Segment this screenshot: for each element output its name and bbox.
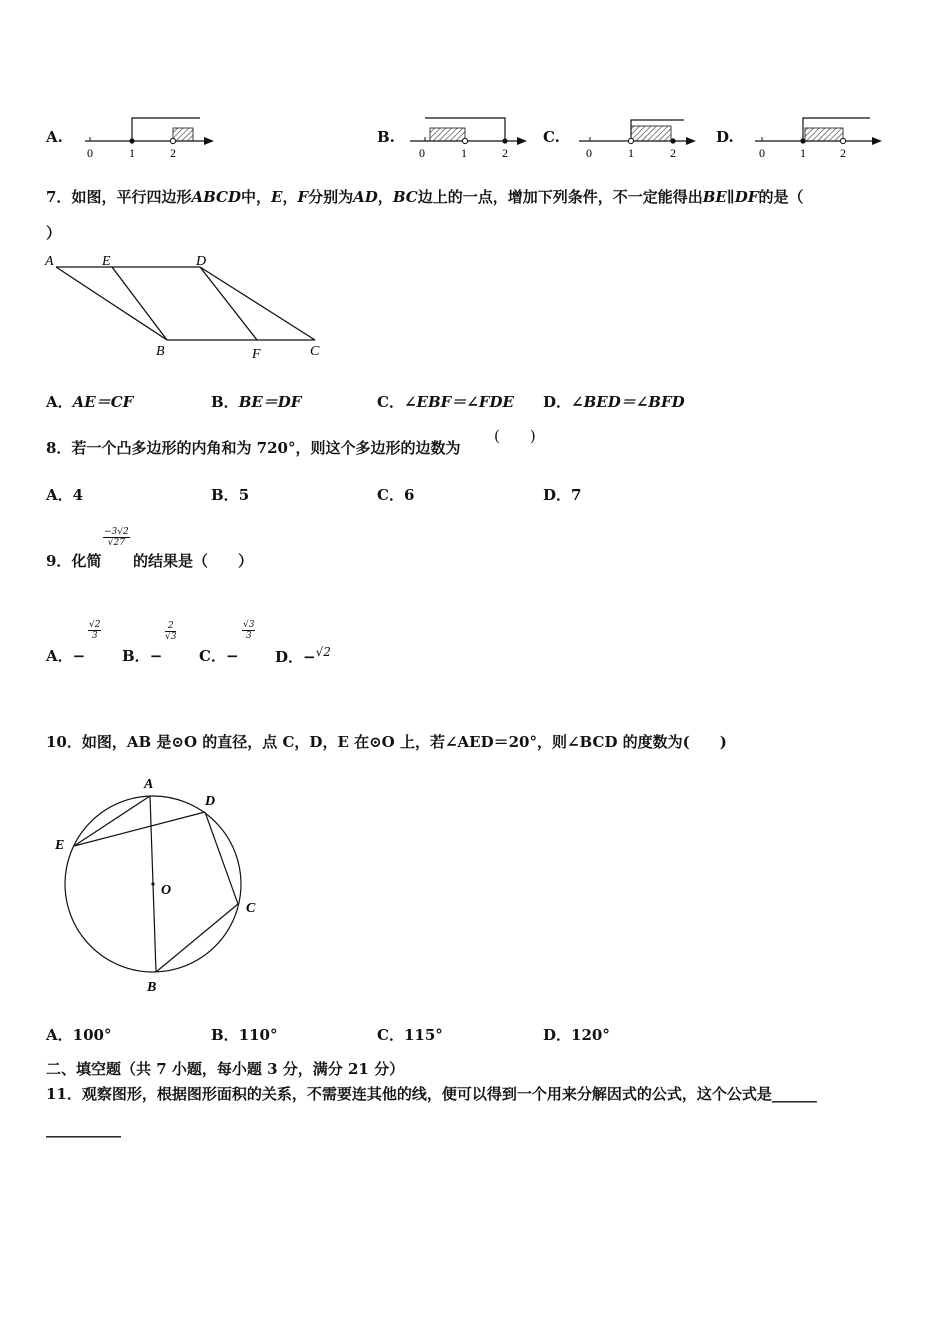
q7-ad: AD [353,188,378,206]
tick-label: 2 [502,146,508,160]
q10-option-c: C．115° [377,1026,443,1044]
q10-option-d: D．120° [543,1026,610,1044]
q7-text: 边上的一点，增加下列条件，不一定能得出 [417,188,703,206]
tick-label: 2 [170,146,176,160]
q10-stem: 10．如图，AB 是⊙O 的直径，点 C，D，E 在⊙O 上，若∠AED＝20°，则∠BCD 的度数为( ) [46,733,727,751]
q10-option-b: B．110° [211,1026,278,1044]
q9-expression-fraction: $\frac{-3√2}{√27}$ [104,527,129,548]
q8-stem [46,437,460,458]
q7-e: E [271,188,283,206]
q6-option-d-label: D. [716,128,734,146]
q7-abcd: ABCD [191,188,241,206]
label-b: B [156,344,165,359]
tick-label: 0 [87,146,93,160]
q7-text: 的是（ [758,188,804,206]
q7-option-a: A．AE＝CF [46,393,134,411]
q9-option-b-label: B．− [122,647,163,665]
q11-stem: 11．观察图形，根据图形面积的关系，不需要连其他的线，便可以得到一个用来分解因式的公式，这个公式是______ [46,1085,817,1103]
q8-option-a: A．4 [46,486,84,504]
q8-paren: ( ) [494,427,536,445]
q7-text: 分别为 [308,188,354,206]
q7-text: ， [377,188,393,206]
q7-option-d: D．∠BED＝∠BFD [543,393,685,411]
q8-number: 8． [46,439,72,457]
q9-option-a-fraction: $\frac{√2}{3}$ [89,620,101,641]
tick-label: 0 [759,146,765,160]
q7-stem [46,186,803,207]
q9-option-c-fraction: $\frac{√3}{3}$ [243,620,255,641]
tick-label: 1 [129,146,135,160]
q6-option-c-number-line [574,112,704,162]
tick-label: 1 [628,146,634,160]
q7-option-c: C．∠EBF＝∠FDE [377,393,514,411]
label-d: D [196,254,207,269]
label-d: D [205,794,216,809]
q6-option-b-label: B. [377,128,395,146]
q8-option-c: C．6 [377,486,415,504]
q6-option-d-number-line [750,112,890,162]
tick-label: 1 [461,146,467,160]
label-c: C [246,901,256,916]
q9-option-a-label: A．− [46,647,86,665]
tick-label: 0 [586,146,592,160]
q7-text: 中， [241,188,272,206]
q7-close-paren: ） [46,224,62,242]
section-heading: 二、填空题（共 7 小题，每小题 3 分，满分 21 分） [46,1060,405,1078]
q8-option-d: D．7 [543,486,582,504]
q7-number: 7． [46,188,72,206]
q9-number-and-prefix: 9．化简 [46,552,102,570]
q9-suffix: 的结果是（ ） [133,552,254,570]
q8-text: 若一个凸多边形的内角和为 720°，则这个多边形的边数为 [71,439,461,457]
label-a: A [144,777,154,792]
q6-option-c-label: C. [543,128,560,146]
label-c: C [310,344,320,359]
q7-f: F [297,188,309,206]
q9-option-b-fraction: $\frac{2}{√3}$ [165,621,177,642]
tick-label: 0 [419,146,425,160]
q6-option-b-number-line [405,112,535,162]
label-a: A [45,254,54,269]
label-f: F [252,347,261,362]
q9-option-c-label: C．− [199,647,239,665]
q6-option-a-number-line [80,112,220,162]
tick-label: 2 [670,146,676,160]
label-o: O [161,883,172,898]
label-e: E [102,254,111,269]
tick-label: 2 [840,146,846,160]
q7-text: ， [282,188,298,206]
q11-blank[interactable]: __________ [46,1120,121,1138]
q10-circle-figure [40,765,280,1000]
q9-option-d: D．−$^{√2}$ [275,645,331,666]
q7-option-b: B．BE＝DF [211,393,302,411]
q7-parallelogram-figure [40,248,340,368]
label-e: E [55,838,65,853]
q8-option-b: B．5 [211,486,250,504]
q7-bc: BC [392,188,418,206]
label-b: B [147,980,157,995]
q7-text: 如图，平行四边形 [71,188,192,206]
q10-option-a: A．100° [46,1026,112,1044]
q6-option-a-label: A. [46,128,63,146]
q7-be-df: BE∥DF [702,188,759,206]
tick-label: 1 [800,146,806,160]
